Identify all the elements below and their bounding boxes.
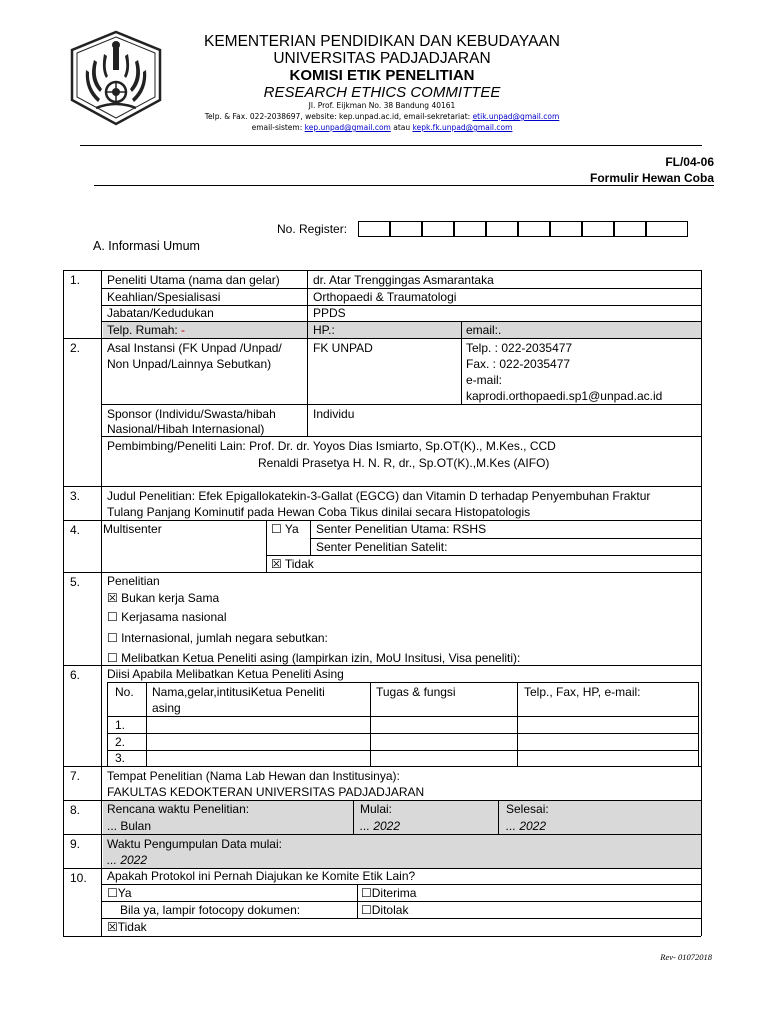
email-label: email:	[466, 323, 499, 337]
register-box[interactable]	[390, 221, 422, 237]
university-name: UNIVERSITAS PADJADJARAN	[273, 50, 491, 67]
row-number: 3.	[70, 489, 81, 503]
register-box[interactable]	[422, 221, 454, 237]
multisenter-tidak-checkbox[interactable]: ☒ Tidak	[271, 557, 314, 571]
instansi-email-value[interactable]: kaprodi.orthopaedi.sp1@unpad.ac.id	[466, 389, 663, 403]
mulai-label: Mulai:	[360, 802, 393, 816]
register-box[interactable]	[646, 221, 688, 237]
telp-rumah-label: Telp. Rumah:	[107, 323, 182, 337]
register-box[interactable]	[614, 221, 646, 237]
row-number: 7.	[70, 769, 81, 783]
register-label: No. Register:	[277, 222, 348, 236]
system-email-link-2[interactable]: kepk.fk.unpad@gmail.com	[412, 123, 513, 132]
row-number: 9.	[70, 837, 81, 851]
peneliti-value[interactable]: dr. Atar Trenggingas Asmarantaka	[313, 273, 494, 287]
address: Jl. Prof. Eijkman No. 38 Bandung 40161	[308, 101, 456, 110]
keahlian-label: Keahlian/Spesialisasi	[107, 290, 221, 304]
row-number: 8.	[70, 803, 81, 817]
penelitian-option-3[interactable]: ☐ Internasional, jumlah negara sebutkan:	[107, 631, 328, 645]
asal-instansi-value[interactable]: FK UNPAD	[313, 341, 373, 355]
email-system-label: email-sistem:	[251, 123, 305, 132]
asing-label: Diisi Apabila Melibatkan Ketua Peneliti Asing	[107, 667, 344, 681]
email-value[interactable]: .	[498, 323, 502, 337]
title-rule	[94, 185, 714, 186]
judul-line-1[interactable]: Judul Penelitian: Efek Epigallokatekin-3-Gallat (EGCG) dan Vitamin D terhadap Penyembuhan Fraktur	[107, 489, 651, 503]
protokol-bila-label: Bila ya, lampir fotocopy dokumen:	[120, 903, 301, 917]
tempat-value[interactable]: FAKULTAS KEDOKTERAN UNIVERSITAS PADJADJARAN	[107, 785, 425, 799]
instansi-telp[interactable]: Telp. : 022-2035477	[466, 341, 573, 355]
pembimbing-line-1[interactable]: Pembimbing/Peneliti Lain: Prof. Dr. dr. Yoyos Dias Ismiarto, Sp.OT(K)., M.Kes., CCD	[107, 439, 556, 453]
asal-instansi-label-2: Non Unpad/Lainnya Sebutkan)	[107, 357, 272, 371]
selesai-value[interactable]: ... 2022	[506, 819, 547, 833]
telp-rumah	[107, 322, 185, 338]
multisenter-ya-checkbox[interactable]: ☐ Ya	[271, 522, 299, 536]
revision-code: Rev- 01072018	[660, 952, 712, 962]
keahlian-value[interactable]: Orthopaedi & Traumatologi	[313, 290, 457, 304]
system-email-link-1[interactable]: kep.unpad@gmail.com	[304, 123, 391, 132]
penelitian-option-1[interactable]: ☒ Bukan kerja Sama	[107, 591, 220, 605]
secretariat-email-link[interactable]: etik.unpad@gmail.com	[472, 112, 560, 121]
judul-line-2[interactable]: Tulang Panjang Kominutif pada Hewan Coba Tikus dinilai secara Histopatologis	[107, 505, 531, 519]
asing-row-number: 1.	[115, 718, 126, 732]
register-box[interactable]	[454, 221, 486, 237]
jabatan-value[interactable]: PPDS	[313, 306, 346, 320]
email-field	[466, 322, 501, 338]
contact-text: Telp. & Fax. 022-2038697, website: kep.unpad.ac.id, email-sekretariat:	[204, 112, 473, 121]
hp-label: HP.:	[313, 323, 335, 337]
pengumpulan-label: Waktu Pengumpulan Data mulai:	[107, 837, 282, 851]
row-number: 1.	[70, 273, 81, 287]
header-rule	[80, 145, 702, 146]
tempat-label: Tempat Penelitian (Nama Lab Hewan dan Institusinya):	[107, 769, 400, 783]
pengumpulan-value[interactable]: ... 2022	[107, 853, 148, 867]
protokol-label: Apakah Protokol ini Pernah Diajukan ke Komite Etik Lain?	[107, 869, 416, 883]
pembimbing-line-2[interactable]: Renaldi Prasetya H. N. R, dr., Sp.OT(K).,M.Kes (AIFO)	[258, 456, 550, 470]
row-number: 6.	[70, 668, 81, 682]
sponsor-value[interactable]: Individu	[313, 407, 355, 421]
protokol-ya-checkbox[interactable]: ☐Ya	[107, 886, 132, 900]
row-number: 5.	[70, 575, 81, 589]
col-telp: Telp., Fax, HP, e-mail:	[524, 685, 641, 699]
penelitian-option-4[interactable]: ☐ Melibatkan Ketua Peneliti asing (lampirkan izin, MoU Insitusi, Visa peneliti):	[107, 651, 521, 665]
protokol-diterima-checkbox[interactable]: ☐Diterima	[361, 886, 417, 900]
protokol-tidak-checkbox[interactable]: ☒Tidak	[107, 920, 147, 934]
row-number: 2.	[70, 341, 81, 355]
asing-row-number: 3.	[115, 751, 126, 765]
shade-row1-contact	[103, 322, 701, 338]
col-nama: Nama,gelar,intitusiKetua Peneliti	[152, 685, 325, 699]
senter-satelit[interactable]: Senter Penelitian Satelit:	[316, 540, 448, 554]
peneliti-label: Peneliti Utama (nama dan gelar)	[107, 273, 280, 287]
mulai-value[interactable]: ... 2022	[360, 819, 401, 833]
register-box[interactable]	[582, 221, 614, 237]
contact-line	[168, 112, 596, 122]
jabatan-label: Jabatan/Kedudukan	[107, 306, 214, 320]
instansi-fax[interactable]: Fax. : 022-2035477	[466, 357, 571, 371]
protokol-ditolak-checkbox[interactable]: ☐Ditolak	[361, 903, 409, 917]
asal-instansi-label: Asal Instansi (FK Unpad /Unpad/	[107, 341, 282, 355]
ministry-name: KEMENTERIAN PENDIDIKAN DAN KEBUDAYAAN	[204, 33, 560, 50]
col-nama-2: asing	[152, 701, 181, 715]
asing-row-number: 2.	[115, 735, 126, 749]
sponsor-label-2: Nasional/Hibah Internasional)	[107, 422, 265, 436]
register-box[interactable]	[550, 221, 582, 237]
sponsor-label: Sponsor (Individu/Swasta/hibah	[107, 407, 276, 421]
selesai-label: Selesai:	[506, 802, 549, 816]
doc-code: FL/04-06	[665, 155, 714, 169]
register-box[interactable]	[518, 221, 550, 237]
instansi-email-label: e-mail:	[466, 373, 503, 387]
senter-utama[interactable]: Senter Penelitian Utama: RSHS	[316, 522, 487, 536]
committee-name: KOMISI ETIK PENELITIAN	[289, 67, 475, 84]
col-tugas: Tugas & fungsi	[376, 685, 456, 699]
committee-name-en: RESEARCH ETHICS COMMITTEE	[263, 84, 501, 101]
email-or-text: atau	[390, 123, 413, 132]
rencana-bulan[interactable]: ... Bulan	[107, 819, 152, 833]
email-system-line	[168, 123, 596, 133]
telp-rumah-value[interactable]: -	[181, 323, 186, 337]
multisenter-label: Multisenter	[103, 522, 162, 536]
section-a-heading: A. Informasi Umum	[93, 239, 200, 253]
col-no: No.	[115, 685, 134, 699]
penelitian-label: Penelitian	[107, 574, 160, 588]
register-box[interactable]	[358, 221, 390, 237]
register-box[interactable]	[486, 221, 518, 237]
doc-title: Formulir Hewan Coba	[589, 171, 714, 185]
row-number: 10.	[70, 871, 87, 885]
university-logo	[66, 30, 166, 126]
row-number: 4.	[70, 523, 81, 537]
penelitian-option-2[interactable]: ☐ Kerjasama nasional	[107, 610, 227, 624]
rencana-label: Rencana waktu Penelitian:	[107, 802, 250, 816]
